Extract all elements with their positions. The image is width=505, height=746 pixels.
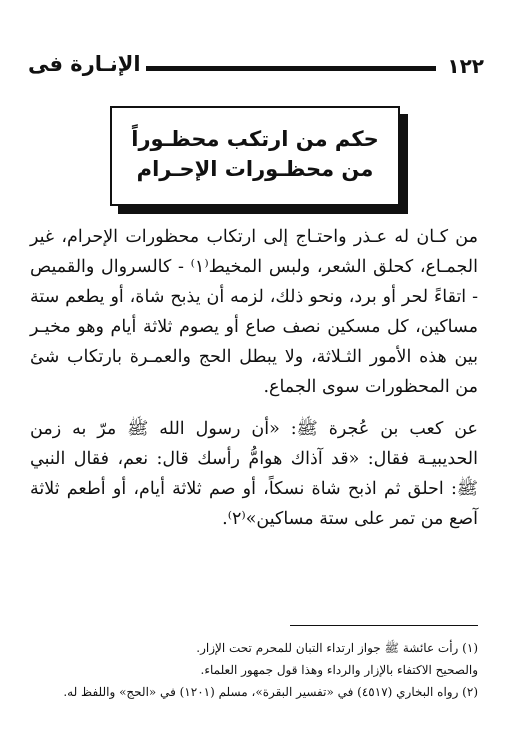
- body-paragraph-1: من كـان له عـذر واحتـاج إلى ارتكاب محظورات الإحرام، غير الجمـاع، كحلق الشعر، ولبس المخيط⁽١⁾ - كالسروال والقميص - اتقاءً لحر أو برد، ونحو ذلك، لزمه أن يذبح شاة، أو يطعم ستة مساكين، كل مسكين نصف صاع أو يصوم ثلاثة أيام وهو مخيـر بين هذه الأمور الثـلاثة، ولا يبطل الحج والعمـرة بارتكاب شئ من المحظورات سوى الجماع.: [30, 227, 478, 397]
- header-rule: [146, 66, 436, 71]
- body-paragraph-2: عن كعب بن عُجرة ﷺ: «أن رسول الله ﷺ مرّ به زمن الحديبيـة فقال: «قد آذاك هوامُّ رأسك قال: نعم، فقال النبي ﷺ: احلق ثم اذبح شاة نسكاً، أو صم ثلاثة أيام، أو أطعم ثلاثة آصع من تمر على ستة مساكين»⁽٢⁾.: [30, 419, 478, 529]
- section-title-line-1: حكم من ارتكب محظـوراً: [131, 127, 379, 151]
- footnote-1-continued: والصحيح الاكتفاء بالإزار والرداء وهذا قول جمهور العلماء.: [200, 663, 478, 677]
- footnote-2: (٢) رواه البخاري (٤٥١٧) في «تفسير البقرة»، مسلم (١٢٠١) في «الحج» واللفظ له.: [63, 685, 478, 699]
- body-text: [30, 222, 478, 534]
- section-title-box: [110, 106, 400, 206]
- footnote-1: (١) رأت عائشة ﷺ جواز ارتداء التبان للمحرم تحت الإزار.: [196, 641, 478, 655]
- footnotes: [40, 637, 478, 703]
- page-number: ١٢٢: [447, 54, 484, 78]
- page-header: [28, 52, 484, 84]
- footnote-separator: [290, 625, 478, 626]
- section-title-line-2: من محظـورات الإحـرام: [136, 157, 374, 181]
- running-title: الإنـارة فى: [28, 52, 141, 76]
